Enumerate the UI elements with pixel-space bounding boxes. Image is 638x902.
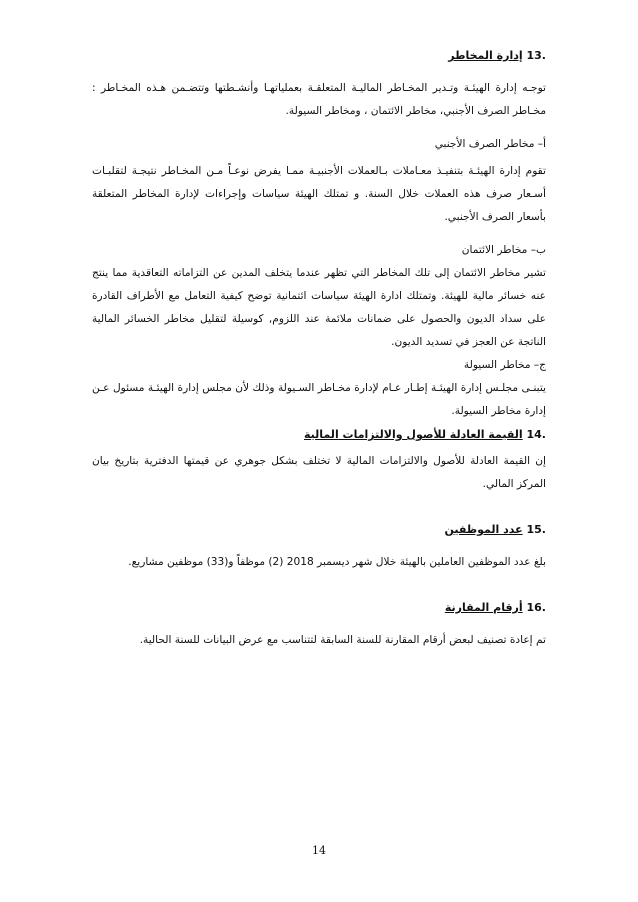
section-14-number: 14. bbox=[526, 428, 546, 441]
section-16-text: تم إعادة تصنيف لبعض أرقام المقارنة للسنة السابقة لتتناسب مع عرض البيانات للسنة الحالية. bbox=[139, 634, 546, 646]
section-13-number: 13. bbox=[526, 49, 546, 62]
subsection-a-title: أ– مخاطر الصرف الأجنبي bbox=[434, 138, 546, 150]
section-16-number: 16. bbox=[526, 601, 546, 614]
subsection-c-title: ج– مخاطر السيولة bbox=[463, 359, 546, 371]
section-13-title: إدارة المخاطر bbox=[448, 49, 523, 62]
section-15-text: بلغ عدد الموظفين العاملين بالهيئة خلال شهر ديسمبر 2018 (2) موظفاً و(33) موظفين مشاريع. bbox=[128, 556, 546, 568]
section-16-title: أرقام المقارنة bbox=[444, 601, 523, 614]
subsection-a-text: تقوم إدارة الهيئـة بتنفيـذ معـاملات بـالعملات الأجنبيـة ممـا يفرض نوعـاً مـن المخـاطر نتيجـة لتقلبـات أسـعار صرف هذه العملات خلال السنة. و تمتلك الهيئة سياسات وإجراءات لإدارة المخاطر المتعلقة بأسعار الصرف الأجنبي. bbox=[92, 165, 546, 223]
subsection-b-title: ب– مخاطر الائتمان bbox=[461, 244, 546, 256]
section-15-title: عدد الموظفين bbox=[444, 523, 523, 536]
section-14-title: القيمة العادلة للأصول والالتزامات المالية bbox=[304, 428, 523, 441]
subsection-b-text: تشير مخاطر الائتمان إلى تلك المخاطر التي تظهر عندما يتخلف المدين عن التزاماته التعاقدية مما ينتج عنه خسائر مالية للهيئة. وتمتلك ادارة الهيئة سياسات ائتمانية توضح كيفية التعامل مع الأطراف القادرة على سداد الديون والحصول على ضمانات ملائمة عند اللزوم, كوسيلة لتقليل مخاطر الخسائر المالية الناتجة عن العجز في تسديد الديون. bbox=[92, 267, 546, 348]
subsection-c-text: يتبنـى مجلـس إدارة الهيئـة إطـار عـام لإدارة مخـاطر السـيولة وذلك لأن مجلس إدارة الهيئـة مسئول عـن إدارة مخاطر السيولة. bbox=[92, 382, 546, 417]
page-number: 14 bbox=[312, 844, 326, 857]
section-16-heading bbox=[92, 596, 546, 619]
section-15-number: 15. bbox=[526, 523, 546, 536]
section-13-intro: توجـه إدارة الهيئـة وتـدير المخـاطر الماليـة المتعلقـة بعملياتهـا وأنشـطتها وتتضـمن هـذه المخـاطر : مخـاطر الصرف الأجنبي، مخاطر الائتمان ، ومخاطر السيولة. bbox=[92, 82, 546, 117]
document-page bbox=[92, 44, 546, 652]
section-14-heading bbox=[92, 423, 546, 446]
section-14-text: إن القيمة العادلة للأصول والالتزامات المالية لا تختلف بشكل جوهري عن قيمتها الدفترية بتاريخ بيان المركز المالي. bbox=[92, 455, 546, 490]
section-15-heading bbox=[92, 518, 546, 541]
section-13-heading bbox=[92, 44, 546, 67]
